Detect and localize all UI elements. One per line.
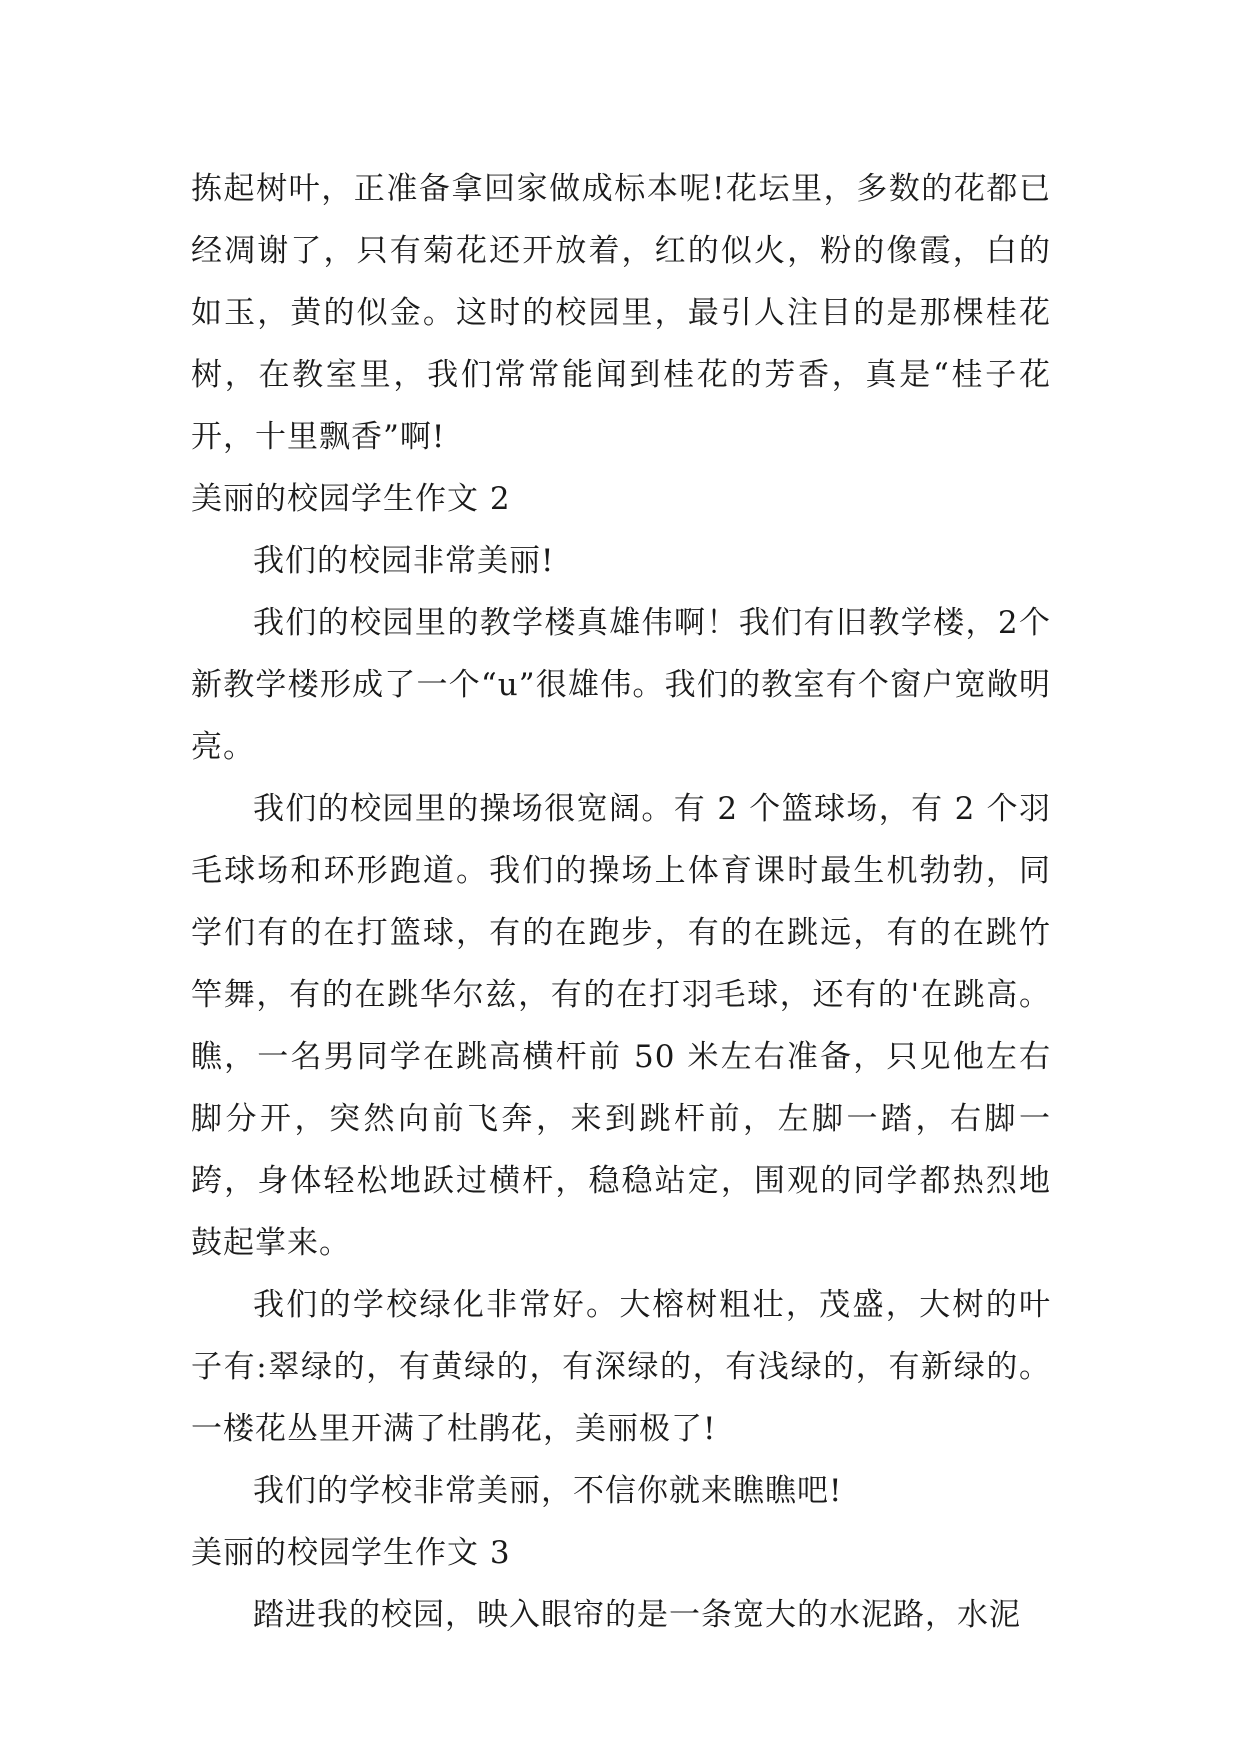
- paragraph: 我们的校园非常美丽!: [253, 543, 555, 579]
- document-body: [191, 158, 1051, 1646]
- section-heading: 美丽的校园学生作文 3: [191, 1535, 511, 1571]
- paragraph: 踏进我的校园，映入眼帘的是一条宽大的水泥路，水泥: [253, 1597, 1021, 1633]
- paragraph: 我们的校园里的操场很宽阔。有 2 个篮球场，有 2 个羽毛球场和环形跑道。我们的操场上体育课时最生机勃勃，同学们有的在打篮球，有的在跑步，有的在跳远，有的在跳竹竿舞，有的在跳华尔兹，有的在打羽毛球，还有的'在跳高。瞧，一名男同学在跳高横杆前 50 米左右准备，只见他左右脚分开，突然向前飞奔，来到跳杆前，左脚一踏，右脚一跨，身体轻松地跃过横杆，稳稳站定，围观的同学都热烈地鼓起掌来。: [191, 791, 1051, 1261]
- paragraph: 我们的校园里的教学楼真雄伟啊！我们有旧教学楼，2个新教学楼形成了一个“u”很雄伟。我们的教室有个窗户宽敞明亮。: [191, 605, 1051, 765]
- paragraph: 拣起树叶，正准备拿回家做成标本呢!花坛里，多数的花都已经凋谢了，只有菊花还开放着，红的似火，粉的像霞，白的如玉，黄的似金。这时的校园里，最引人注目的是那棵桂花树，在教室里，我们常常能闻到桂花的芳香，真是“桂子花开，十里飘香”啊!: [191, 171, 1051, 455]
- paragraph: 我们的学校绿化非常好。大榕树粗壮，茂盛，大树的叶子有:翠绿的，有黄绿的，有深绿的，有浅绿的，有新绿的。一楼花丛里开满了杜鹃花，美丽极了!: [191, 1287, 1051, 1447]
- paragraph: 我们的学校非常美丽，不信你就来瞧瞧吧!: [253, 1473, 843, 1509]
- section-heading: 美丽的校园学生作文 2: [191, 481, 511, 517]
